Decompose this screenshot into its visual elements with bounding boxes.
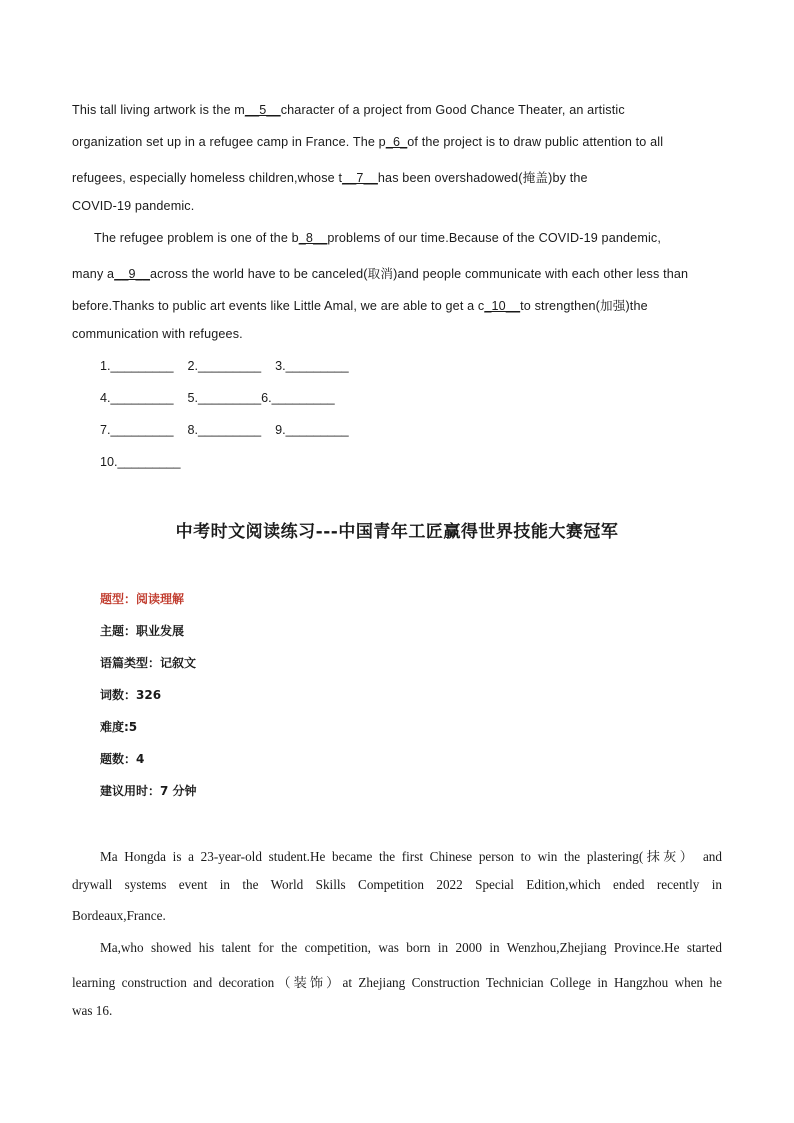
meta-genre: 语篇类型：记叙文 bbox=[100, 656, 197, 670]
meta-topic: 主题：职业发展 bbox=[100, 624, 185, 638]
passage-1-line-6 bbox=[72, 263, 688, 282]
blank-6: _6_ bbox=[385, 135, 408, 149]
text: refugees, especially homeless children,whose t bbox=[72, 171, 343, 185]
meta-words: 词数：326 bbox=[100, 688, 162, 702]
meta-type: 题型：阅读理解 bbox=[100, 592, 185, 606]
text: organization set up in a refugee camp in France. The p bbox=[72, 135, 386, 149]
meta-questions: 题数：4 bbox=[100, 752, 145, 766]
blank-5: __5__ bbox=[244, 103, 281, 117]
answer-row-1: 1._________ 2._________ 3._________ bbox=[100, 359, 349, 373]
text: many a bbox=[72, 267, 115, 281]
text: before.Thanks to public art events like Little Amal, we are able to get a c bbox=[72, 299, 485, 313]
answer-row-3: 7._________ 8._________ 9._________ bbox=[100, 423, 349, 437]
passage-1-line-1 bbox=[72, 103, 625, 117]
text: has been overshadowed(掩盖)by the bbox=[377, 171, 588, 185]
passage-1-line-2 bbox=[72, 135, 663, 149]
section-title: 中考时文阅读练习---中国青年工匠赢得世界技能大赛冠军 bbox=[175, 522, 619, 542]
passage-1-line-8: communication with refugees. bbox=[72, 327, 243, 341]
passage-1-line-3 bbox=[72, 167, 588, 186]
answer-row-4: 10._________ bbox=[100, 455, 181, 469]
passage-2-p1-line-1: Ma Hongda is a 23-year-old student.He became the first Chinese person to win the plastering(抹灰） and bbox=[100, 849, 722, 864]
blank-9: __9__ bbox=[114, 267, 150, 281]
text: This tall living artwork is the m bbox=[72, 103, 245, 117]
text: of the project is to draw public attention to all bbox=[407, 135, 664, 149]
passage-2-p2-line-1: Ma,who showed his talent for the competition, was born in 2000 in Wenzhou,Zhejiang Province.He started bbox=[100, 940, 722, 955]
passage-2-p2-line-2: learning construction and decoration（装饰）at Zhejiang Construction Technician College in Hangzhou when he bbox=[72, 975, 722, 990]
text: problems of our time.Because of the COVID-19 pandemic, bbox=[327, 231, 662, 245]
passage-1-line-4: COVID-19 pandemic. bbox=[72, 199, 195, 213]
blank-7: __7__ bbox=[342, 171, 378, 185]
passage-1-line-7 bbox=[72, 295, 648, 314]
passage-2-p1-line-3: Bordeaux,France. bbox=[72, 908, 166, 923]
text: character of a project from Good Chance Theater, an artistic bbox=[280, 103, 625, 117]
meta-time: 建议用时：7 分钟 bbox=[100, 784, 197, 798]
meta-difficulty: 难度:5 bbox=[100, 720, 138, 734]
text: The refugee problem is one of the b bbox=[94, 231, 299, 245]
text: across the world have to be canceled(取消)and people communicate with each other less than bbox=[149, 267, 689, 281]
answer-row-2: 4._________ 5._________6._________ bbox=[100, 391, 335, 405]
passage-2-p2-line-3: was 16. bbox=[72, 1003, 113, 1018]
blank-10: _10__ bbox=[484, 299, 521, 313]
passage-1-line-5 bbox=[94, 231, 661, 245]
blank-8: _8__ bbox=[298, 231, 328, 245]
text: to strengthen(加强)the bbox=[520, 299, 648, 313]
passage-2-p1-line-2: drywall systems event in the World Skills Competition 2022 Special Edition,which ended recently in bbox=[72, 877, 722, 892]
